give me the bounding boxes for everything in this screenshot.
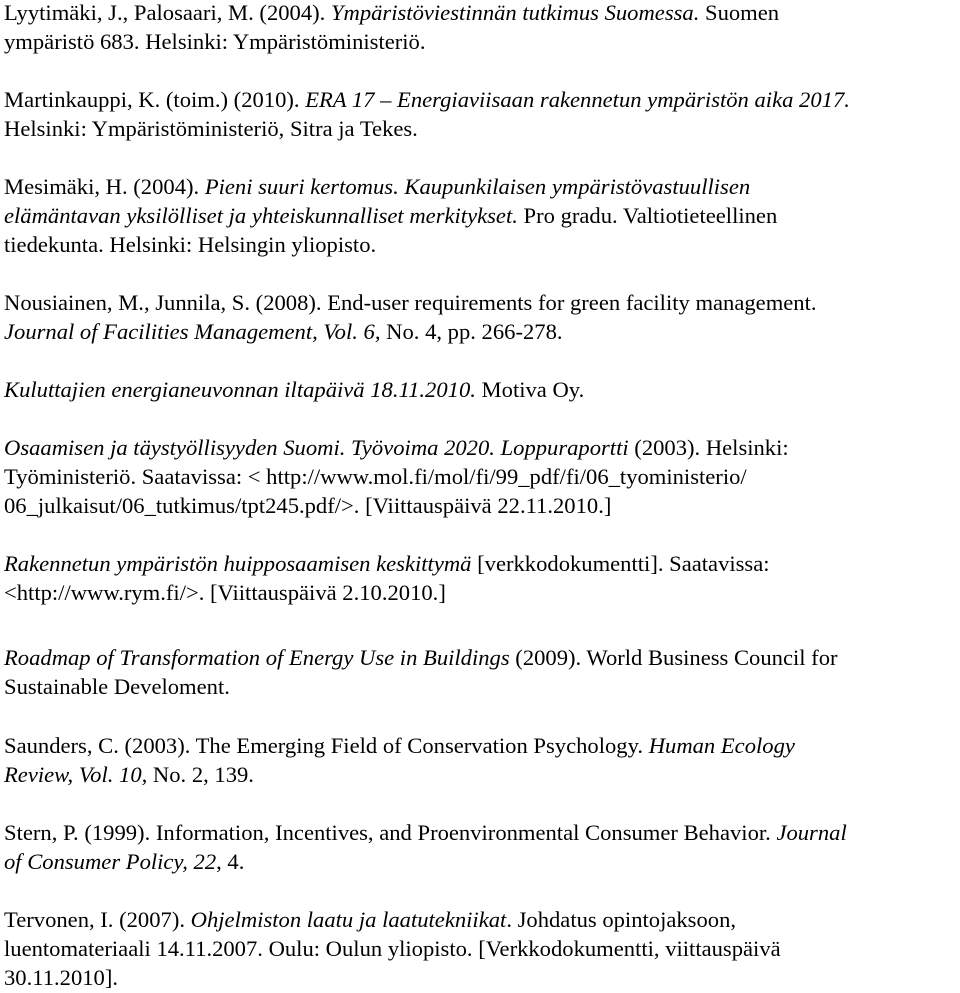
reference-text: (2003). Helsinki: <box>628 435 789 460</box>
reference-entry-lyytimaki <box>4 0 960 56</box>
reference-text: Motiva Oy. <box>475 377 585 402</box>
reference-text: Suomen <box>699 0 780 25</box>
reference-entry-saunders <box>4 731 960 789</box>
reference-entry-osaamisen <box>4 433 960 520</box>
reference-line <box>4 934 960 963</box>
reference-text: Sustainable Develoment. <box>4 674 230 699</box>
reference-entry-martinkauppi <box>4 85 960 143</box>
reference-text: tiedekunta. Helsinki: Helsingin yliopisto. <box>4 232 377 257</box>
reference-line <box>4 433 960 462</box>
reference-line <box>4 818 960 847</box>
reference-line <box>4 288 960 317</box>
reference-text: <http://www.rym.fi/>. [Viittauspäivä 2.10.2010.] <box>4 580 446 605</box>
reference-italic-text: Roadmap of Transformation of Energy Use in Buildings <box>4 645 510 670</box>
reference-text: Stern, P. (1999). Information, Incentives, and Proenvironmental Consumer Behavior. <box>4 820 777 845</box>
reference-italic-text: Journal <box>776 820 847 845</box>
reference-text: 06_julkaisut/06_tutkimus/tpt245.pdf/>. [Viittauspäivä 22.11.2010.] <box>4 493 612 518</box>
reference-entry-rakennetun <box>4 549 960 607</box>
reference-italic-text: Rakennetun ympäristön huipposaamisen keskittymä <box>4 551 472 576</box>
reference-entry-kuluttajien <box>4 375 960 404</box>
reference-entry-mesimaki <box>4 172 960 259</box>
reference-italic-text: Journal of Facilities Management, Vol. 6, <box>4 319 381 344</box>
reference-text: ympäristö 683. Helsinki: Ympäristöministeriö. <box>4 29 426 54</box>
reference-entry-tervonen <box>4 905 960 992</box>
reference-italic-text: Ohjelmiston laatu ja laatutekniikat <box>190 907 507 932</box>
reference-line <box>4 905 960 934</box>
reference-line <box>4 672 960 701</box>
reference-line <box>4 317 960 346</box>
reference-line <box>4 230 960 259</box>
reference-italic-text: ERA 17 – Energiaviisaan rakennetun ympäristön aika 2017. <box>305 87 850 112</box>
reference-text: Mesimäki, H. (2004). <box>4 174 205 199</box>
reference-text: Saunders, C. (2003). The Emerging Field of Conservation Psychology. <box>4 733 649 758</box>
reference-italic-text: Ympäristöviestinnän tutkimus Suomessa. <box>330 0 700 25</box>
reference-line <box>4 375 960 404</box>
reference-italic-text: Osaamisen ja täystyöllisyyden Suomi. Työvoima 2020. Loppuraportti <box>4 435 629 460</box>
reference-text: No. 4, pp. 266-278. <box>380 319 563 344</box>
reference-entry-roadmap <box>4 643 960 701</box>
reference-text: [verkkodokumentti]. Saatavissa: <box>471 551 770 576</box>
reference-text: Nousiainen, M., Junnila, S. (2008). End-user requirements for green facility management. <box>4 290 817 315</box>
reference-line <box>4 578 960 607</box>
reference-line <box>4 643 960 672</box>
reference-text: Martinkauppi, K. (toim.) (2010). <box>4 87 306 112</box>
reference-line <box>4 172 960 201</box>
reference-italic-text: Kuluttajien energianeuvonnan iltapäivä 18.11.2010. <box>4 377 476 402</box>
reference-line <box>4 201 960 230</box>
reference-line <box>4 27 960 56</box>
reference-text: Tervonen, I. (2007). <box>4 907 191 932</box>
reference-text: luentomateriaali 14.11.2007. Oulu: Oulun yliopisto. [Verkkodokumentti, viittauspäivä <box>4 936 781 961</box>
reference-text: Pro gradu. Valtiotieteellinen <box>517 203 778 228</box>
reference-text: Työministeriö. Saatavissa: < http://www.mol.fi/mol/fi/99_pdf/fi/06_tyoministerio/ <box>4 464 747 489</box>
reference-text: Helsinki: Ympäristöministeriö, Sitra ja Tekes. <box>4 116 418 141</box>
reference-line <box>4 114 960 143</box>
reference-line <box>4 760 960 789</box>
reference-italic-text: Pieni suuri kertomus. Kaupunkilaisen ympäristövastuullisen <box>204 174 751 199</box>
reference-italic-text: Human Ecology <box>648 733 795 758</box>
reference-italic-text: elämäntavan yksilölliset ja yhteiskunnalliset merkitykset. <box>4 203 518 228</box>
reference-italic-text: of Consumer Policy, 22 <box>4 849 217 874</box>
reference-line <box>4 462 960 491</box>
reference-text: . Johdatus opintojaksoon, <box>506 907 737 932</box>
reference-italic-text: Review, Vol. 10, <box>4 762 148 787</box>
reference-text: , 4. <box>216 849 245 874</box>
reference-line <box>4 847 960 876</box>
reference-line <box>4 0 960 27</box>
reference-line <box>4 491 960 520</box>
reference-line <box>4 963 960 992</box>
reference-entry-stern <box>4 818 960 876</box>
reference-line <box>4 85 960 114</box>
reference-line <box>4 549 960 578</box>
reference-entry-nousiainen <box>4 288 960 346</box>
reference-text: (2009). World Business Council for <box>509 645 838 670</box>
reference-text: No. 2, 139. <box>147 762 254 787</box>
reference-text: Lyytimäki, J., Palosaari, M. (2004). <box>4 0 331 25</box>
reference-text: 30.11.2010]. <box>4 965 119 990</box>
reference-line <box>4 731 960 760</box>
